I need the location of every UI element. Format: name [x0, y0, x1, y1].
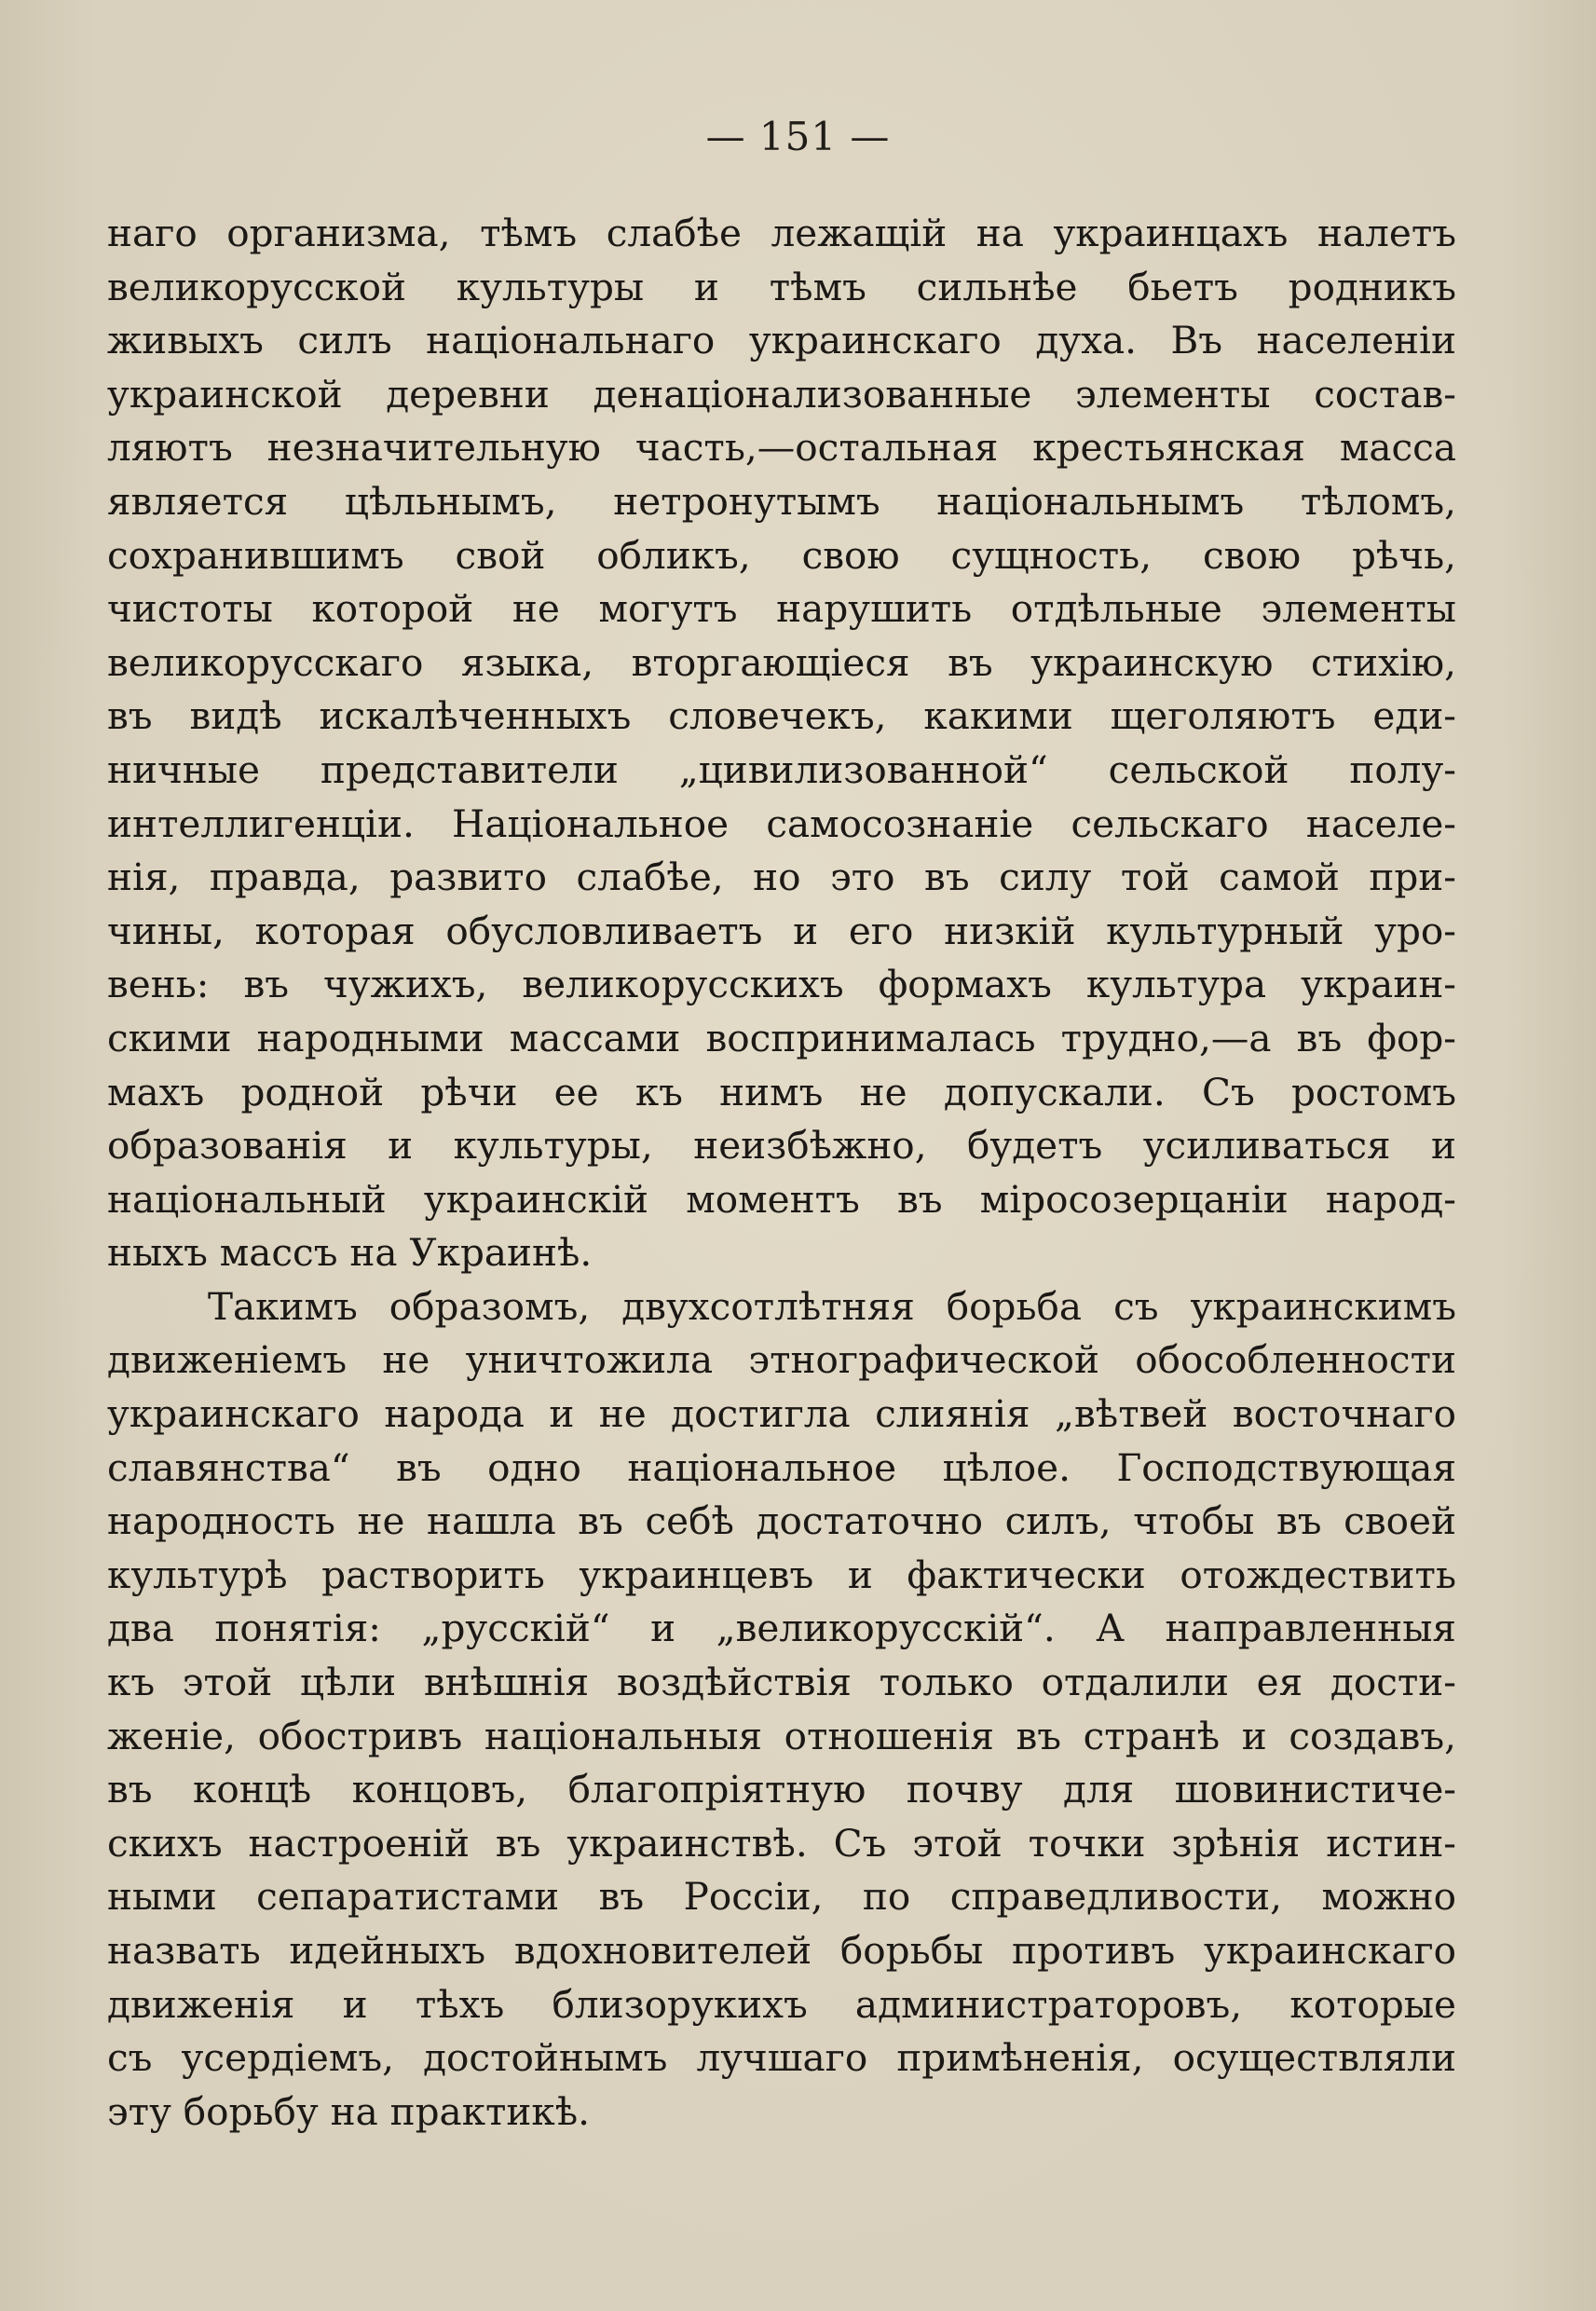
- text-line: нія, правда, развито слабѣе, но это въ силу той самой при-: [107, 855, 1456, 900]
- text-line: къ этой цѣли внѣшнія воздѣйствія только отдалили ея дости-: [107, 1660, 1456, 1705]
- text-line: украинскаго народа и не достигла слиянія „вѣтвей восточнаго: [107, 1391, 1456, 1437]
- text-line: культурѣ растворить украинцевъ и фактически отождествить: [107, 1552, 1456, 1597]
- text-line: наго организма, тѣмъ слабѣе лежащій на украинцахъ налетъ: [107, 211, 1456, 255]
- text-line: ныхъ массъ на Украинѣ.: [107, 1230, 593, 1276]
- text-line: великорусской культуры и тѣмъ сильнѣе бьетъ родникъ: [107, 264, 1456, 309]
- text-line: движеніемъ не уничтожила этнографической обособленности: [107, 1337, 1456, 1383]
- text-line: женіе, обостривъ національныя отношенія въ странѣ и создавъ,: [107, 1713, 1456, 1758]
- text-line: скими народными массами воспринималась трудно,—а въ фор-: [107, 1015, 1456, 1060]
- body-text: [107, 207, 1456, 2139]
- page-number: — 151 —: [705, 114, 891, 159]
- text-line: назвать идейныхъ вдохновителей борьбы противъ украинскаго: [107, 1928, 1456, 1973]
- text-line: скихъ настроеній въ украинствѣ. Съ этой точки зрѣнія истин-: [107, 1820, 1456, 1866]
- text-line: движенія и тѣхъ близорукихъ администраторовъ, которые: [107, 1981, 1456, 2027]
- text-line: въ видѣ искалѣченныхъ словечекъ, какими щеголяютъ еди-: [107, 693, 1456, 739]
- text-line: славянства“ въ одно національное цѣлое. Господствующая: [107, 1444, 1456, 1490]
- text-line: ляютъ незначительную часть,—остальная крестьянская масса: [107, 425, 1456, 471]
- text-line: махъ родной рѣчи ее къ нимъ не допускали. Съ ростомъ: [107, 1069, 1456, 1114]
- text-line: живыхъ силъ національнаго украинскаго духа. Въ населеніи: [107, 318, 1456, 363]
- text-line: является цѣльнымъ, нетронутымъ національнымъ тѣломъ,: [107, 478, 1456, 524]
- text-line: эту борьбу на практикѣ.: [107, 2088, 591, 2134]
- paragraph-1: [107, 207, 1456, 1280]
- text-line: съ усердіемъ, достойнымъ лучшаго примѣненія, осуществляли: [107, 2035, 1456, 2081]
- text-line: образованія и культуры, неизбѣжно, будетъ усиливаться и: [107, 1123, 1456, 1169]
- text-line: народность не нашла въ себѣ достаточно силъ, чтобы въ своей: [107, 1498, 1456, 1544]
- text-line: ничные представители „цивилизованной“ сельской полу-: [107, 746, 1456, 792]
- text-line: интеллигенціи. Національное самосознаніе сельскаго населе-: [107, 800, 1456, 846]
- text-line: національный украинскій моментъ въ міросозерцаніи народ-: [107, 1176, 1456, 1222]
- text-line: сохранившимъ свой обликъ, свою сущность, свою рѣчь,: [107, 532, 1456, 578]
- text-line: два понятія: „русскій“ и „великорусскій“. А направленныя: [107, 1606, 1456, 1651]
- text-line: Такимъ образомъ, двухсотлѣтняя борьба съ украинскимъ: [208, 1283, 1456, 1329]
- paragraph-2: [107, 1280, 1456, 2140]
- text-line: чины, которая обусловливаетъ и его низкій культурный уро-: [107, 908, 1456, 953]
- text-line: въ концѣ концовъ, благопріятную почву для шовинистиче-: [107, 1767, 1456, 1812]
- text-line: великорусскаго языка, вторгающіеся въ украинскую стихію,: [107, 639, 1456, 685]
- text-line: чистоты которой не могутъ нарушить отдѣльные элементы: [107, 586, 1456, 632]
- text-line: ными сепаратистами въ Россіи, по справедливости, можно: [107, 1874, 1456, 1920]
- text-line: вень: въ чужихъ, великорусскихъ формахъ культура украин-: [107, 962, 1456, 1007]
- text-line: украинской деревни денаціонализованные элементы состав-: [107, 371, 1456, 417]
